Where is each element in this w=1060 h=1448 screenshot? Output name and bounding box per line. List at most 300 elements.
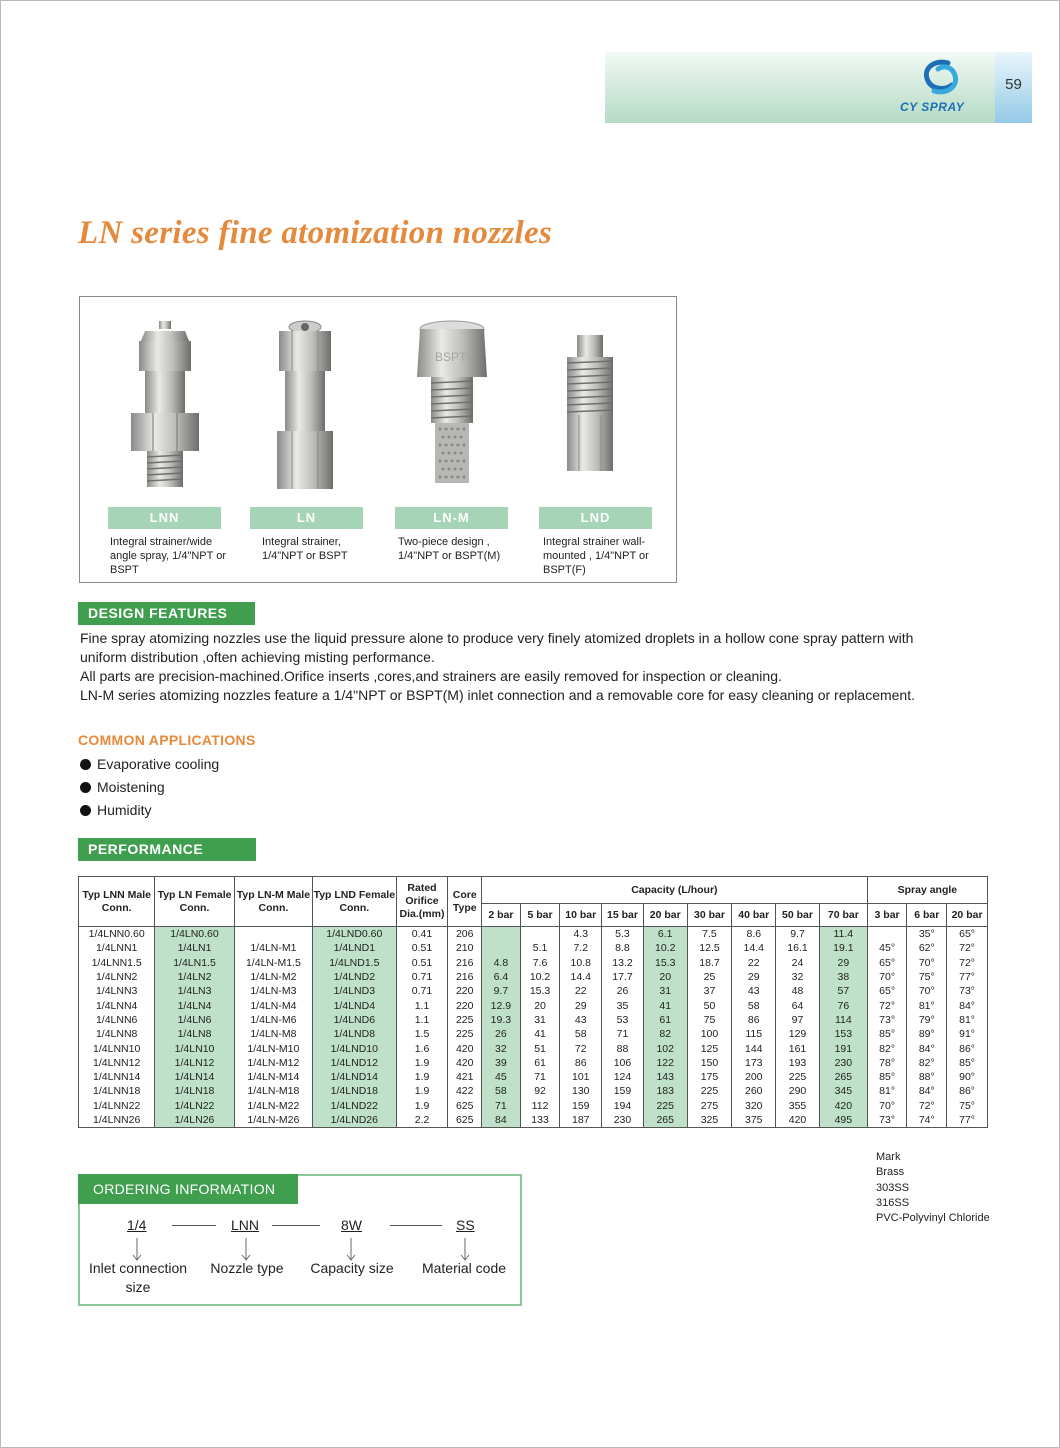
table-cell: 29 [819,956,867,970]
table-cell: 7.2 [560,941,602,955]
table-cell: 20 [520,998,560,1012]
table-cell: 85° [867,1070,907,1084]
table-cell: 1/4LND1.5 [313,956,396,970]
table-cell: 86 [732,1013,776,1027]
table-cell: 0.51 [396,941,448,955]
table-cell: 72 [560,1041,602,1055]
application-label: Evaporative cooling [97,756,220,772]
table-cell: 1/4LN2 [155,970,234,984]
table-cell: 159 [602,1084,644,1098]
header-pressure: 30 bar [687,904,732,927]
table-cell: 1/4LND18 [313,1084,396,1098]
table-cell: 50 [687,998,732,1012]
table-cell: 1.9 [396,1099,448,1113]
table-cell: 62° [907,941,947,955]
table-cell: 70° [907,956,947,970]
lnd-nozzle-image [555,333,625,478]
table-cell: 173 [732,1056,776,1070]
table-cell: 275 [687,1099,732,1113]
table-cell: 81° [907,998,947,1012]
table-cell: 1/4LN3 [155,984,234,998]
table-cell: 73° [947,984,988,998]
table-cell: 1/4LN12 [155,1056,234,1070]
table-cell: 1/4LND8 [313,1027,396,1041]
table-cell: 420 [448,1056,482,1070]
table-cell: 76 [819,998,867,1012]
header-pressure: 5 bar [520,904,560,927]
table-cell: 375 [732,1113,776,1128]
table-cell: 1/4LN-M2 [234,970,312,984]
table-cell: 161 [776,1041,820,1055]
table-cell: 82° [907,1056,947,1070]
table-cell: 84 [482,1113,521,1128]
table-cell: 9.7 [482,984,521,998]
header-pressure: 10 bar [560,904,602,927]
table-cell: 26 [602,984,644,998]
table-cell: 1/4LN-M26 [234,1113,312,1128]
table-cell: 1/4LNN0.60 [79,927,155,942]
table-cell: 0.41 [396,927,448,942]
table-cell: 1/4LN-M3 [234,984,312,998]
table-cell: 1/4LND26 [313,1113,396,1128]
table-cell: 225 [643,1099,687,1113]
table-cell: 38 [819,970,867,984]
table-cell: 43 [560,1013,602,1027]
table-cell: 1/4LND12 [313,1056,396,1070]
table-cell: 17.7 [602,970,644,984]
table-cell: 325 [687,1113,732,1128]
table-cell: 159 [560,1099,602,1113]
table-cell: 1/4LND10 [313,1041,396,1055]
table-cell: 1.9 [396,1084,448,1098]
table-cell: 320 [732,1099,776,1113]
table-cell: 31 [520,1013,560,1027]
table-cell: 100 [687,1027,732,1041]
table-cell: 1/4LNN3 [79,984,155,998]
table-cell: 85° [947,1056,988,1070]
table-cell: 290 [776,1084,820,1098]
table-cell: 1/4LN-M22 [234,1099,312,1113]
table-cell: 15.3 [643,956,687,970]
table-cell: 11.4 [819,927,867,942]
bullet-icon [80,805,91,816]
table-cell: 5.3 [602,927,644,942]
table-row [79,970,988,984]
table-cell: 6.4 [482,970,521,984]
table-cell: 25 [687,970,732,984]
table-cell: 1.6 [396,1041,448,1055]
design-paragraph: All parts are precision-machined.Orifice inserts ,cores,and strainers are easily removed for inspection or cleaning. [80,668,782,684]
table-cell: 1/4LN1 [155,941,234,955]
table-cell: 1/4LN6 [155,1013,234,1027]
table-cell: 1/4LNN10 [79,1041,155,1055]
table-cell: 16.1 [776,941,820,955]
table-cell: 73° [867,1113,907,1128]
table-cell: 89° [907,1027,947,1041]
table-cell: 61 [520,1056,560,1070]
table-cell: 421 [448,1070,482,1084]
code-separator [272,1225,320,1226]
header-orifice: Rated Orifice Dia.(mm) [396,877,448,927]
table-cell [867,927,907,942]
application-label: Moistening [97,779,165,795]
code-nozzle-type: LNN [231,1217,260,1233]
table-cell: 61 [643,1013,687,1027]
table-cell: 19.3 [482,1013,521,1027]
table-cell: 1/4LN-M10 [234,1041,312,1055]
bspt-engraving: BSPT [435,350,467,364]
table-cell: 14.4 [560,970,602,984]
product-label-lnd: LND [539,507,652,529]
table-cell: 74° [907,1113,947,1128]
table-cell: 75° [947,1099,988,1113]
table-cell: 45° [867,941,907,955]
table-cell: 92 [520,1084,560,1098]
table-cell: 1/4LNN1.5 [79,956,155,970]
header-angle-pressure: 3 bar [867,904,907,927]
table-cell: 420 [448,1041,482,1055]
table-cell: 91° [947,1027,988,1041]
header-spray-angle: Spray angle [867,877,987,904]
table-cell: 78° [867,1056,907,1070]
table-cell: 193 [776,1056,820,1070]
table-cell: 0.71 [396,970,448,984]
table-cell: 1.1 [396,998,448,1012]
table-cell: 8.6 [732,927,776,942]
ln-m-nozzle-image [407,319,497,494]
table-cell: 57 [819,984,867,998]
table-cell: 200 [732,1070,776,1084]
table-cell: 114 [819,1013,867,1027]
table-cell [482,927,521,942]
table-cell: 1/4LN14 [155,1070,234,1084]
table-cell: 345 [819,1084,867,1098]
table-cell: 1/4LNN8 [79,1027,155,1041]
table-cell: 1/4LND3 [313,984,396,998]
table-cell: 14.4 [732,941,776,955]
table-cell: 106 [602,1056,644,1070]
table-cell: 51 [520,1041,560,1055]
table-cell: 1/4LN-M12 [234,1056,312,1070]
table-cell: 1/4LND4 [313,998,396,1012]
table-cell: 175 [687,1070,732,1084]
label-inlet-size: Inlet connection size [88,1260,188,1295]
table-cell: 75° [907,970,947,984]
table-cell: 8.8 [602,941,644,955]
table-cell: 144 [732,1041,776,1055]
table-cell: 90° [947,1070,988,1084]
table-cell: 1/4LNN14 [79,1070,155,1084]
table-cell: 122 [643,1056,687,1070]
table-cell: 10.8 [560,956,602,970]
table-cell: 48 [776,984,820,998]
table-row [79,1041,988,1055]
table-cell: 65° [867,984,907,998]
label-material-code: Material code [421,1260,507,1276]
table-cell: 13.2 [602,956,644,970]
table-cell: 73° [867,1013,907,1027]
header-typ-ln-m: Typ LN-M Male Conn. [234,877,312,927]
table-cell: 72° [867,998,907,1012]
table-cell: 153 [819,1027,867,1041]
table-cell: 19.1 [819,941,867,955]
table-cell: 1/4LNN2 [79,970,155,984]
table-cell: 225 [776,1070,820,1084]
table-cell: 225 [687,1084,732,1098]
table-cell: 220 [448,984,482,998]
table-cell: 65° [947,927,988,942]
application-item [80,753,219,776]
bullet-icon [80,782,91,793]
table-cell: 260 [732,1084,776,1098]
table-cell: 0.71 [396,984,448,998]
table-cell: 625 [448,1099,482,1113]
product-gallery [79,296,677,583]
table-cell: 32 [776,970,820,984]
table-cell: 64 [776,998,820,1012]
table-cell: 84° [947,998,988,1012]
table-cell: 1/4LND0.60 [313,927,396,942]
table-cell: 1/4LN-M1.5 [234,956,312,970]
table-cell: 77° [947,970,988,984]
table-cell: 420 [819,1099,867,1113]
table-row [79,1113,988,1128]
table-cell: 1/4LN18 [155,1084,234,1098]
table-cell: 1/4LN-M14 [234,1070,312,1084]
table-cell: 86° [947,1041,988,1055]
table-cell: 1.1 [396,1013,448,1027]
table-cell: 230 [602,1113,644,1128]
table-cell: 1/4LND6 [313,1013,396,1027]
mark-item: Brass [876,1166,905,1179]
table-cell: 85° [867,1027,907,1041]
table-cell: 1.9 [396,1056,448,1070]
table-cell: 225 [448,1027,482,1041]
table-cell: 18.7 [687,956,732,970]
table-cell: 41 [520,1027,560,1041]
table-cell: 24 [776,956,820,970]
table-cell: 70° [867,970,907,984]
table-cell: 88° [907,1070,947,1084]
table-cell: 26 [482,1027,521,1041]
table-row [79,941,988,955]
table-cell: 1/4LNN12 [79,1056,155,1070]
header-typ-lnd: Typ LND Female Conn. [313,877,396,927]
table-cell: 65° [867,956,907,970]
table-cell: 206 [448,927,482,942]
table-cell: 1/4LN22 [155,1099,234,1113]
table-cell: 150 [687,1056,732,1070]
table-cell: 72° [947,941,988,955]
header-typ-lnn: Typ LNN Male Conn. [79,877,155,927]
table-cell: 2.2 [396,1113,448,1128]
application-item [80,776,219,799]
table-cell: 1/4LN-M8 [234,1027,312,1041]
table-cell: 183 [643,1084,687,1098]
logo-text: CY SPRAY [900,100,965,114]
table-cell: 0.51 [396,956,448,970]
table-cell: 22 [732,956,776,970]
page-title: LN series fine atomization nozzles [78,215,553,251]
header-core: Core Type [448,877,482,927]
table-cell: 79° [907,1013,947,1027]
code-separator [172,1225,216,1226]
mark-item: PVC-Polyvinyl Chloride [876,1212,990,1225]
table-row [79,998,988,1012]
table-cell [482,941,521,955]
table-cell: 9.7 [776,927,820,942]
applications-heading: COMMON APPLICATIONS [78,732,256,748]
table-cell: 194 [602,1099,644,1113]
table-row [79,1013,988,1027]
table-cell: 72° [947,956,988,970]
table-cell: 1/4LND22 [313,1099,396,1113]
mark-item: 316SS [876,1196,910,1209]
performance-table [78,876,988,1128]
table-cell: 53 [602,1013,644,1027]
label-nozzle-type: Nozzle type [210,1260,284,1276]
design-features-heading: DESIGN FEATURES [78,602,255,625]
product-label-ln-m: LN-M [395,507,508,529]
page-number: 59 [1005,76,1022,93]
ordering-info-heading: ORDERING INFORMATION [78,1174,298,1204]
table-cell: 191 [819,1041,867,1055]
label-capacity-size: Capacity size [310,1260,394,1276]
table-cell: 216 [448,956,482,970]
table-cell: 265 [819,1070,867,1084]
table-cell: 58 [560,1027,602,1041]
table-cell: 101 [560,1070,602,1084]
table-cell: 115 [732,1027,776,1041]
table-cell: 1/4LNN4 [79,998,155,1012]
code-material: SS [456,1217,475,1233]
table-cell: 210 [448,941,482,955]
table-cell: 133 [520,1113,560,1128]
table-cell: 1/4LN26 [155,1113,234,1128]
header-pressure: 15 bar [602,904,644,927]
table-cell: 230 [819,1056,867,1070]
table-cell: 39 [482,1056,521,1070]
table-cell: 1/4LNN26 [79,1113,155,1128]
table-cell: 10.2 [643,941,687,955]
table-cell: 70° [867,1099,907,1113]
table-cell: 124 [602,1070,644,1084]
table-row [79,1056,988,1070]
header-pressure: 70 bar [819,904,867,927]
table-cell: 4.3 [560,927,602,942]
table-cell: 71 [482,1099,521,1113]
application-item [80,799,219,822]
header-angle-pressure: 20 bar [947,904,988,927]
design-paragraph: Fine spray atomizing nozzles use the liquid pressure alone to produce very finely atomized droplets in a hollow cone spray pattern with uniform distribution ,often achieving misting performance. [80,630,914,665]
table-cell: 130 [560,1084,602,1098]
table-cell: 15.3 [520,984,560,998]
table-row [79,1070,988,1084]
mark-title: Mark [876,1151,901,1163]
table-cell: 265 [643,1113,687,1128]
table-cell: 37 [687,984,732,998]
table-cell: 77° [947,1113,988,1128]
table-cell: 22 [560,984,602,998]
table-cell: 81° [947,1013,988,1027]
table-cell: 97 [776,1013,820,1027]
table-cell: 29 [732,970,776,984]
table-cell: 75 [687,1013,732,1027]
table-cell: 1/4LN10 [155,1041,234,1055]
table-cell: 625 [448,1113,482,1128]
performance-data-heading: PERFORMANCE DATA [78,838,256,861]
table-cell: 58 [732,998,776,1012]
product-desc-ln-m: Two-piece design , 1/4"NPT or BSPT(M) [398,536,501,562]
table-cell: 1/4LN-M4 [234,998,312,1012]
table-cell: 129 [776,1027,820,1041]
table-cell: 43 [732,984,776,998]
table-cell: 1/4LN1.5 [155,956,234,970]
header-pressure: 50 bar [776,904,820,927]
bullet-icon [80,759,91,770]
header-capacity: Capacity (L/hour) [482,877,868,904]
table-cell: 143 [643,1070,687,1084]
table-cell: 125 [687,1041,732,1055]
table-cell: 422 [448,1084,482,1098]
table-cell: 35° [907,927,947,942]
table-cell: 1/4LND1 [313,941,396,955]
table-cell: 86° [947,1084,988,1098]
table-cell: 45 [482,1070,521,1084]
table-cell: 29 [560,998,602,1012]
table-cell: 88 [602,1041,644,1055]
code-capacity: 8W [341,1217,362,1233]
table-cell: 216 [448,970,482,984]
table-cell: 35 [602,998,644,1012]
table-row [79,1099,988,1113]
table-cell: 1/4LND14 [313,1070,396,1084]
table-cell: 1/4LN-M6 [234,1013,312,1027]
table-cell: 1/4LN8 [155,1027,234,1041]
table-cell: 1/4LNN22 [79,1099,155,1113]
table-cell: 72° [907,1099,947,1113]
header-angle-pressure: 6 bar [907,904,947,927]
design-paragraph: LN-M series atomizing nozzles feature a 1/4"NPT or BSPT(M) inlet connection and a removable core for easy cleaning or replacement. [80,687,915,703]
product-desc-ln: Integral strainer, 1/4"NPT or BSPT [262,536,348,562]
table-cell: 41 [643,998,687,1012]
table-cell: 1/4LND2 [313,970,396,984]
table-row [79,927,988,942]
code-separator [390,1225,442,1226]
product-desc-lnd: Integral strainer wall-mounted , 1/4"NPT or BSPT(F) [543,536,649,576]
table-cell: 7.6 [520,956,560,970]
table-cell: 112 [520,1099,560,1113]
design-features-text [80,629,940,705]
table-cell: 58 [482,1084,521,1098]
table-cell: 225 [448,1013,482,1027]
mark-item: 303SS [876,1181,910,1194]
table-cell: 71 [602,1027,644,1041]
table-cell: 355 [776,1099,820,1113]
table-cell: 420 [776,1113,820,1128]
material-mark-list [876,1150,990,1226]
application-label: Humidity [97,802,152,818]
table-cell: 1/4LNN6 [79,1013,155,1027]
table-cell: 20 [643,970,687,984]
table-cell: 1/4LN4 [155,998,234,1012]
table-cell: 495 [819,1113,867,1128]
table-cell: 6.1 [643,927,687,942]
header-typ-ln: Typ LN Female Conn. [155,877,234,927]
table-cell: 1/4LNN1 [79,941,155,955]
table-cell: 1.9 [396,1070,448,1084]
header-pressure: 20 bar [643,904,687,927]
